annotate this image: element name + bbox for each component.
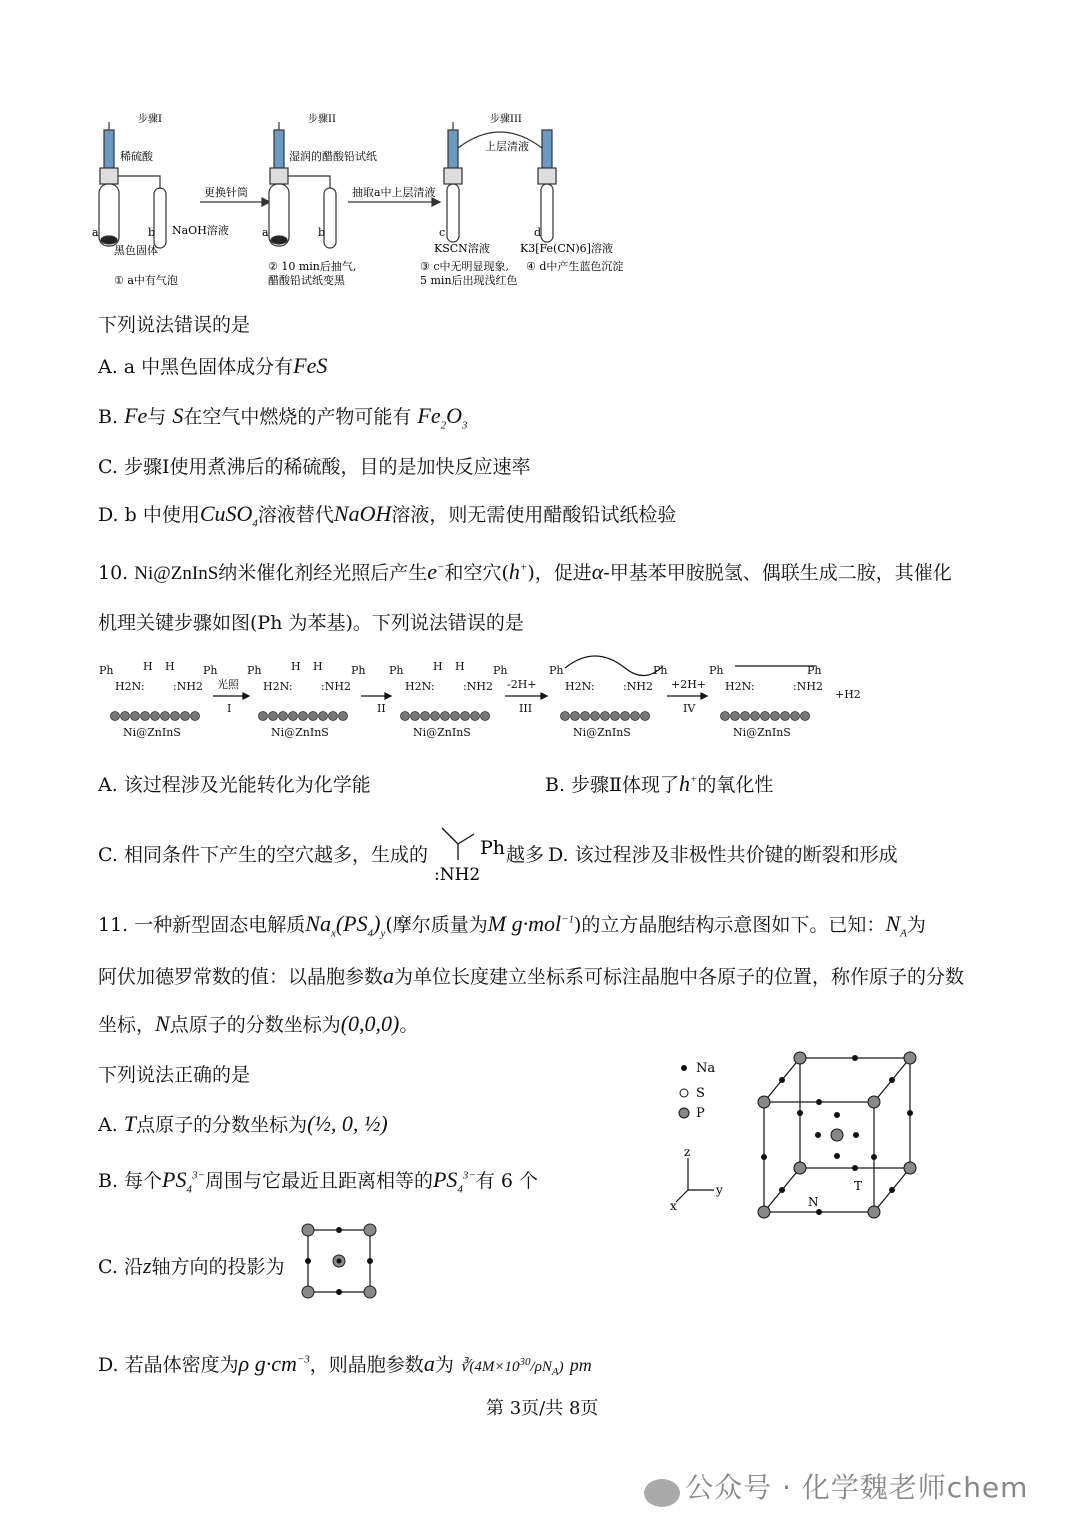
note-4: ④ d中产生蓝色沉淀 [526, 260, 624, 273]
catalyst-bead [269, 712, 278, 721]
syringe-1 [104, 130, 114, 168]
catalyst-bead [721, 712, 730, 721]
wechat-icon [644, 1479, 680, 1507]
svg-text:Ph: Ph [807, 664, 822, 677]
svg-text:-2H+: -2H+ [507, 678, 537, 691]
svg-text:Ni@ZnInS: Ni@ZnInS [413, 726, 471, 739]
note-2b: 醋酸铅试纸变黑 [268, 274, 345, 287]
svg-text:Ph: Ph [203, 664, 218, 677]
q10-option-b: B. 步骤Ⅱ体现了h+的氧化性 [545, 771, 774, 796]
q10-option-a: A. 该过程涉及光能转化为化学能 [98, 774, 371, 796]
reagent-2: 湿润的醋酸铅试纸 [289, 150, 377, 163]
reagent-1: 稀硫酸 [120, 150, 153, 163]
svg-text:z: z [684, 1145, 691, 1159]
catalyst-bead [621, 712, 630, 721]
tube-label-c: c [439, 226, 446, 239]
tube-b-1 [154, 188, 166, 248]
q10-option-c-end: 越多 [506, 844, 545, 866]
q10-line-1: 10. Ni@ZnInS纳米催化剂经光照后产生e−和空穴(h+)，促进α-甲基苯甲胺脱氢、偶联生成二胺，其催化 [98, 559, 952, 584]
catalyst-bead [111, 712, 120, 721]
svg-text:II: II [377, 702, 386, 715]
step-3-label: 步骤III [490, 114, 522, 125]
catalyst-bead [741, 712, 750, 721]
svg-text:H: H [313, 660, 323, 673]
tube-label-d: d [534, 226, 542, 239]
arrow-label-2: 抽取a中上层清液 [352, 186, 436, 199]
q11-line-1: 11. 一种新型固态电解质$Na_x(PS_4)_y$(摩尔质量为M g·mol$^{-1}$)的立方晶胞结构示意图如下。已知：$N_A$为 [98, 911, 926, 940]
q11-option-c: C. 沿z轴方向的投影为 [98, 1253, 285, 1278]
tube-label-b2: b [318, 226, 326, 239]
q11-option-a: A. T点原子的分数坐标为(½, 0, ½) [98, 1111, 388, 1136]
tube-label-b1: b [148, 226, 156, 239]
q9-stem: 下列说法错误的是 [98, 314, 251, 336]
svg-text:Ph: Ph [389, 664, 404, 677]
svg-text:H: H [165, 660, 175, 673]
svg-text:N: N [808, 1195, 819, 1209]
svg-text:H2N:: H2N: [263, 680, 293, 693]
svg-text:Ph: Ph [493, 664, 508, 677]
catalyst-bead [121, 712, 130, 721]
naoh-label: NaOH溶液 [172, 224, 229, 237]
catalyst-bead [161, 712, 170, 721]
q10-option-d: D. 该过程涉及非极性共价键的断裂和形成 [548, 844, 898, 866]
svg-text:光照: 光照 [217, 678, 239, 691]
catalyst-bead [279, 712, 288, 721]
svg-text:Ni@ZnInS: Ni@ZnInS [733, 726, 791, 739]
catalyst-bead [309, 712, 318, 721]
step-1-label: 步骤I [138, 114, 162, 125]
q9-option-d: D. b 中使用CuSO$_4$溶液替代NaOH溶液，则无需使用醋酸铅试纸检验 [98, 501, 677, 530]
catalyst-bead [431, 712, 440, 721]
svg-text:Ph: Ph [99, 664, 114, 677]
svg-text:P: P [696, 1106, 705, 1121]
catalyst-bead [451, 712, 460, 721]
note-3: ③ c中无明显现象, [420, 260, 510, 273]
catalyst-bead [441, 712, 450, 721]
catalyst-bead [571, 712, 580, 721]
catalyst-bead [329, 712, 338, 721]
svg-text::NH2: :NH2 [434, 865, 481, 885]
catalyst-bead [401, 712, 410, 721]
svg-text:I: I [227, 702, 232, 715]
kscn-label: KSCN溶液 [434, 242, 490, 255]
svg-text:Ph: Ph [351, 664, 366, 677]
arrow-label-1: 更换针筒 [204, 186, 248, 199]
catalyst-bead [761, 712, 770, 721]
svg-text:IV: IV [683, 702, 696, 715]
reagent-3: 上层清液 [485, 140, 529, 153]
svg-text:x: x [670, 1199, 677, 1213]
q11-line-3: 坐标，N点原子的分数坐标为(0,0,0)。 [98, 1011, 419, 1036]
svg-text:III: III [519, 702, 533, 715]
svg-text:H: H [433, 660, 443, 673]
svg-text:Ni@ZnInS: Ni@ZnInS [123, 726, 181, 739]
svg-text:Ph: Ph [480, 837, 506, 859]
svg-text:H2N:: H2N: [405, 680, 435, 693]
svg-text:Ph: Ph [653, 664, 668, 677]
catalyst-bead [411, 712, 420, 721]
step-2-label: 步骤II [308, 114, 336, 125]
catalyst-bead [581, 712, 590, 721]
page-footer: 第 3页/共 8页 [486, 1398, 599, 1419]
svg-text:Ni@ZnInS: Ni@ZnInS [271, 726, 329, 739]
catalyst-bead [641, 712, 650, 721]
catalyst-bead [339, 712, 348, 721]
solid-label: 黑色固体 [114, 244, 158, 257]
q9-option-a: A. a 中黑色固体成分有FeS [98, 353, 328, 378]
catalyst-bead [141, 712, 150, 721]
catalyst-bead [299, 712, 308, 721]
svg-text:H2N:: H2N: [725, 680, 755, 693]
q10-line-2: 机理关键步骤如图(Ph 为苯基)。下列说法错误的是 [98, 612, 524, 634]
svg-text:y: y [716, 1183, 723, 1197]
crystal-cell-figure [668, 1040, 928, 1230]
svg-text::NH2: :NH2 [173, 680, 203, 693]
note-1: ① a中有气泡 [114, 274, 178, 287]
q10-option-c: C. 相同条件下产生的空穴越多，生成的 [98, 844, 428, 866]
catalyst-bead [801, 712, 810, 721]
svg-text::NH2: :NH2 [321, 680, 351, 693]
catalyst-bead [289, 712, 298, 721]
svg-text:Ph: Ph [247, 664, 262, 677]
svg-text:H: H [455, 660, 465, 673]
k3fe-label: K3[Fe(CN)6]溶液 [520, 242, 613, 255]
catalyst-bead [591, 712, 600, 721]
catalyst-bead [791, 712, 800, 721]
reaction-scheme [95, 648, 875, 748]
catalyst-bead [421, 712, 430, 721]
svg-text::NH2: :NH2 [463, 680, 493, 693]
note-2: ② 10 min后抽气, [268, 260, 357, 273]
svg-text:Ni@ZnInS: Ni@ZnInS [573, 726, 631, 739]
catalyst-bead [181, 712, 190, 721]
catalyst-bead [601, 712, 610, 721]
svg-text::NH2: :NH2 [793, 680, 823, 693]
svg-text:+H2: +H2 [835, 688, 861, 701]
q11-option-d: D. 若晶体密度为ρ $g\cdot cm^{-3}$，则晶胞参数a为 $∛(4M\times 10^{30}/\rho N_A)$ pm [98, 1351, 592, 1378]
svg-text:S: S [696, 1086, 705, 1101]
catalyst-bead [151, 712, 160, 721]
svg-text:T: T [854, 1179, 863, 1193]
svg-text::NH2: :NH2 [623, 680, 653, 693]
tube-label-a2: a [262, 226, 269, 239]
svg-text:H2N:: H2N: [115, 680, 145, 693]
svg-text:Ph: Ph [549, 664, 564, 677]
catalyst-bead [731, 712, 740, 721]
catalyst-bead [131, 712, 140, 721]
q9-option-c: C. 步骤Ⅰ使用煮沸后的稀硫酸，目的是加快反应速率 [98, 456, 531, 478]
svg-text:H: H [143, 660, 153, 673]
svg-text:Na: Na [696, 1061, 716, 1076]
catalyst-bead [471, 712, 480, 721]
catalyst-bead [631, 712, 640, 721]
catalyst-bead [781, 712, 790, 721]
svg-text:+2H+: +2H+ [671, 678, 707, 691]
catalyst-bead [751, 712, 760, 721]
svg-text:H2N:: H2N: [565, 680, 595, 693]
catalyst-bead [191, 712, 200, 721]
svg-text:Ph: Ph [709, 664, 724, 677]
catalyst-bead [481, 712, 490, 721]
catalyst-bead [319, 712, 328, 721]
q9-option-b: B. Fe与 S在空气中燃烧的产物可能有 $Fe_2O_3$ [98, 403, 468, 432]
note-3b: 5 min后出现浅红色 [420, 274, 518, 287]
catalyst-bead [611, 712, 620, 721]
catalyst-bead [171, 712, 180, 721]
svg-text:H: H [291, 660, 301, 673]
watermark: 公众号 · 化学魏老师chem [644, 1466, 1028, 1507]
catalyst-bead [771, 712, 780, 721]
q11-stem: 下列说法正确的是 [98, 1064, 251, 1086]
tube-label-a1: a [92, 226, 99, 239]
catalyst-bead [259, 712, 268, 721]
q11-option-b: B. 每个$PS_4^{3-}$周围与它最近且距离相等的$PS_4^{3-}$有 6 个 [98, 1167, 539, 1196]
catalyst-bead [561, 712, 570, 721]
projection-figure [296, 1218, 384, 1306]
apparatus-figure [90, 108, 650, 294]
catalyst-bead [461, 712, 470, 721]
q11-line-2: 阿伏加德罗常数的值：以晶胞参数a为单位长度建立坐标系可标注晶胞中各原子的位置，称作原子的分数 [98, 963, 965, 988]
